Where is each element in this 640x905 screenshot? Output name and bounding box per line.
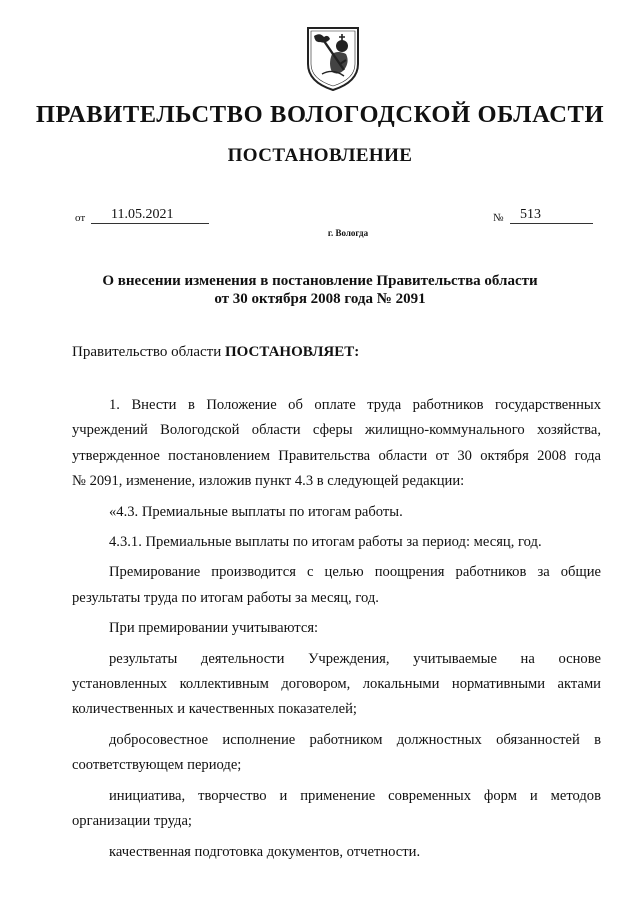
preamble [72, 344, 359, 361]
coat-of-arms-icon [302, 24, 364, 94]
city: г. Вологда [327, 228, 369, 238]
number-label: № [493, 212, 504, 224]
preamble-emphasis: ПОСТАНОВЛЯЕТ: [224, 344, 360, 360]
document-date: 11.05.2021 [91, 206, 209, 224]
paragraph-line: При премировании учитываются: [109, 620, 319, 637]
paragraph-line: № 2091, изменение, изложив пункт 4.3 в следующей редакции: [72, 473, 465, 490]
paragraph-line: Премирование производится с целью поощрения работников за общие [109, 564, 601, 581]
document-body [72, 393, 601, 865]
paragraph-line: добросовестное исполнение работником должностных обязанностей в [109, 731, 601, 748]
document-number: 513 [510, 206, 593, 224]
preamble-text: Правительство области [72, 344, 225, 360]
paragraph-line: учреждений Вологодской области сферы жилищно-коммунального хозяйства, [72, 422, 601, 439]
paragraph-line: инициатива, творчество и применение современных форм и методов [109, 787, 601, 804]
organization-name: ПРАВИТЕЛЬСТВО ВОЛОГОДСКОЙ ОБЛАСТИ [35, 101, 605, 128]
paragraph-line: 4.3.1. Премиальные выплаты по итогам работы за период: месяц, год. [109, 534, 542, 551]
paragraph-line: результаты деятельности Учреждения, учитываемые на основе [109, 650, 601, 667]
title-line-1: О внесении изменения в постановление Правительства области [102, 273, 538, 289]
paragraph-line: «4.3. Премиальные выплаты по итогам работы. [109, 503, 403, 520]
paragraph-line: организации труда; [72, 813, 192, 830]
paragraph-line: установленных коллективным договором, локальными нормативными актами [72, 676, 601, 693]
paragraph-line: соответствующем периоде; [72, 757, 242, 774]
document-title [60, 272, 580, 308]
paragraph-line: утвержденное постановлением Правительства области от 30 октября 2008 года [72, 447, 601, 464]
paragraph-line: 1. Внести в Положение об оплате труда работников государственных [109, 397, 601, 413]
paragraph-line: результаты труда по итогам работы за месяц, год. [72, 589, 379, 606]
title-line-2: от 30 октября 2008 года № 2091 [214, 291, 426, 307]
paragraph-line: качественная подготовка документов, отчетности. [109, 843, 421, 860]
paragraph-line: количественных и качественных показателей; [72, 701, 357, 718]
document-type: ПОСТАНОВЛЕНИЕ [227, 145, 413, 166]
date-label: от [75, 212, 86, 224]
